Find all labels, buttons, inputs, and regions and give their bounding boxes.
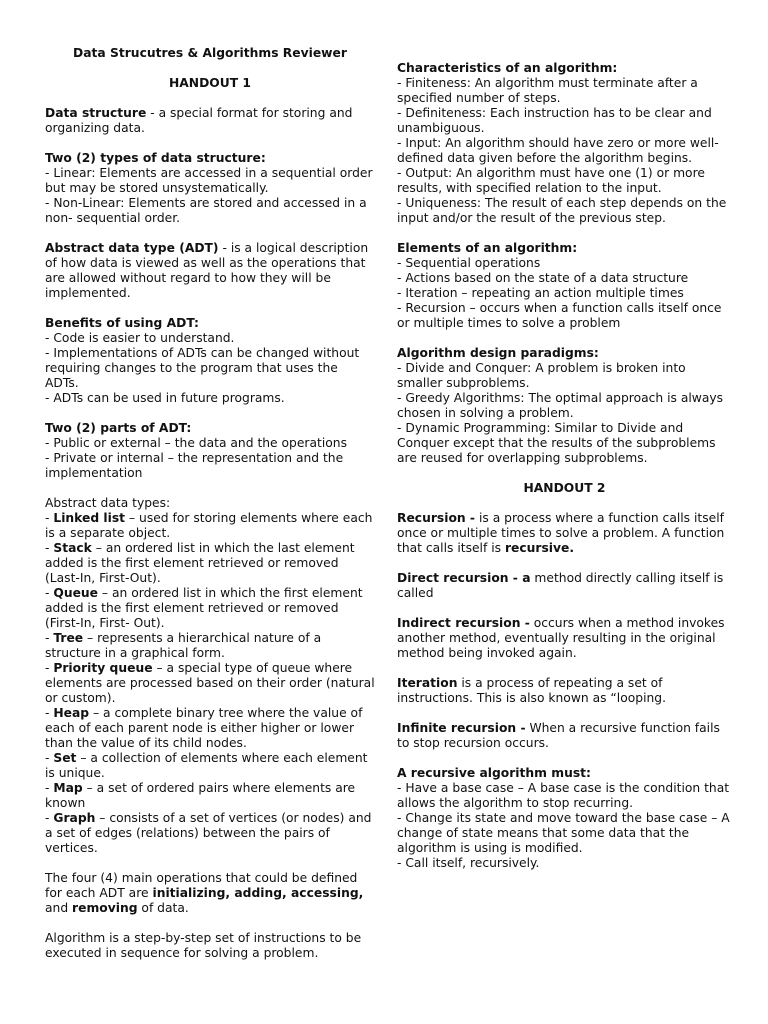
data-structure-definition xyxy=(45,106,375,136)
abstract-data-types-heading: Abstract data types: xyxy=(45,496,171,510)
recursion-definition: Recursion - is a process where a function calls itself once or multiple times to solve a problem. A function that calls itself is recursive. xyxy=(397,511,725,555)
characteristics-heading: Characteristics of an algorithm: xyxy=(397,61,618,75)
list-item: - Dynamic Programming: Similar to Divide and Conquer except that the results of the subproblems are reused for overlapping subproblems. xyxy=(397,421,716,465)
list-item: - Public or external – the data and the operations xyxy=(45,436,347,450)
types-heading: Two (2) types of data structure: xyxy=(45,151,266,165)
characteristics-of-algorithm xyxy=(397,61,732,226)
recursive-algorithm-requirements xyxy=(397,766,732,871)
list-item: - Non-Linear: Elements are stored and accessed in a non- sequential order. xyxy=(45,196,367,225)
list-item: - Queue – an ordered list in which the first element added is the first element retrieved or removed (First-In, First- Out). xyxy=(45,586,363,630)
elements-of-algorithm xyxy=(397,241,732,331)
iteration-definition: Iteration is a process of repeating a set of instructions. This is also known as “looping. xyxy=(397,676,667,705)
list-item: - Implementations of ADTs can be changed without requiring changes to the program that uses the ADTs. xyxy=(45,346,360,390)
list-item: - Change its state and move toward the base case – A change of state means that some data that the algorithm is using is modified. xyxy=(397,811,730,855)
list-item: - Finiteness: An algorithm must terminate after a specified number of steps. xyxy=(397,76,698,105)
document-title: Data Strucutres & Algorithms Reviewer xyxy=(73,46,347,60)
list-item: - Iteration – repeating an action multiple times xyxy=(397,286,684,300)
requirements-heading: A recursive algorithm must: xyxy=(397,766,591,780)
list-item: - Sequential operations xyxy=(397,256,541,270)
list-item: - Input: An algorithm should have zero or more well-defined data given before the algorithm begins. xyxy=(397,136,719,165)
list-item: - Set – a collection of elements where each element is unique. xyxy=(45,751,368,780)
benefits-of-adt xyxy=(45,316,375,406)
abstract-data-types-list xyxy=(45,496,375,856)
list-item: - ADTs can be used in future programs. xyxy=(45,391,285,405)
algorithm-definition: Algorithm is a step-by-step set of instructions to be executed in sequence for solving a problem. xyxy=(45,931,362,960)
list-item: - Linked list – used for storing elements where each is a separate object. xyxy=(45,511,373,540)
list-item: - Definiteness: Each instruction has to be clear and unambiguous. xyxy=(397,106,712,135)
list-item: - Linear: Elements are accessed in a sequential order but may be stored unsystematically. xyxy=(45,166,373,195)
types-of-data-structure xyxy=(45,151,375,226)
list-item: - Greedy Algorithms: The optimal approach is always chosen in solving a problem. xyxy=(397,391,724,420)
data-structure-def: - a special format for storing and organizing data. xyxy=(45,106,353,135)
paradigms-heading: Algorithm design paradigms: xyxy=(397,346,599,360)
elements-heading: Elements of an algorithm: xyxy=(397,241,578,255)
list-item: - Priority queue – a special type of queue where elements are processed based on their order (natural or custom). xyxy=(45,661,375,705)
list-item: - Code is easier to understand. xyxy=(45,331,235,345)
list-item: - Stack – an ordered list in which the last element added is the first element retrieved or removed (Last-In, First-Out). xyxy=(45,541,355,585)
adt-term: Abstract data type (ADT) xyxy=(45,241,219,255)
parts-heading: Two (2) parts of ADT: xyxy=(45,421,192,435)
list-item: - Heap – a complete binary tree where the value of each of each parent node is either higher or lower than the value of its child nodes. xyxy=(45,706,363,750)
list-item: - Actions based on the state of a data structure xyxy=(397,271,689,285)
list-item: - Tree – represents a hierarchical nature of a structure in a graphical form. xyxy=(45,631,322,660)
left-column xyxy=(45,46,375,976)
handout-2-heading: HANDOUT 2 xyxy=(523,481,606,495)
infinite-recursion-definition: Infinite recursion - When a recursive function fails to stop recursion occurs. xyxy=(397,721,720,750)
list-item: - Output: An algorithm must have one (1) or more results, with specified relation to the input. xyxy=(397,166,705,195)
direct-recursion-definition: Direct recursion - a method directly calling itself is called xyxy=(397,571,724,600)
adt-def: - is a logical description of how data is viewed as well as the operations that are allowed without regard to how they will be implemented. xyxy=(45,241,369,300)
parts-of-adt xyxy=(45,421,375,481)
indirect-recursion-definition: Indirect recursion - occurs when a method invokes another method, eventually resulting in the original method being invoked again. xyxy=(397,616,725,660)
list-item: - Call itself, recursively. xyxy=(397,856,540,870)
list-item: - Map – a set of ordered pairs where elements are known xyxy=(45,781,356,810)
handout-1-heading: HANDOUT 1 xyxy=(169,76,251,90)
adt-definition xyxy=(45,241,375,301)
list-item: - Recursion – occurs when a function calls itself once or multiple times to solve a problem xyxy=(397,301,722,330)
list-item: - Divide and Conquer: A problem is broken into smaller subproblems. xyxy=(397,361,686,390)
main-operations-paragraph: The four (4) main operations that could be defined for each ADT are initializing, adding, accessing, and removing of data. xyxy=(45,871,364,915)
benefits-heading: Benefits of using ADT: xyxy=(45,316,199,330)
data-structure-term: Data structure xyxy=(45,106,147,120)
right-column xyxy=(397,61,732,886)
algorithm-design-paradigms xyxy=(397,346,732,466)
list-item: - Graph – consists of a set of vertices (or nodes) and a set of edges (relations) between the pairs of vertices. xyxy=(45,811,372,855)
list-item: - Have a base case – A base case is the condition that allows the algorithm to stop recurring. xyxy=(397,781,730,810)
list-item: - Uniqueness: The result of each step depends on the input and/or the result of the previous step. xyxy=(397,196,727,225)
list-item: - Private or internal – the representation and the implementation xyxy=(45,451,344,480)
